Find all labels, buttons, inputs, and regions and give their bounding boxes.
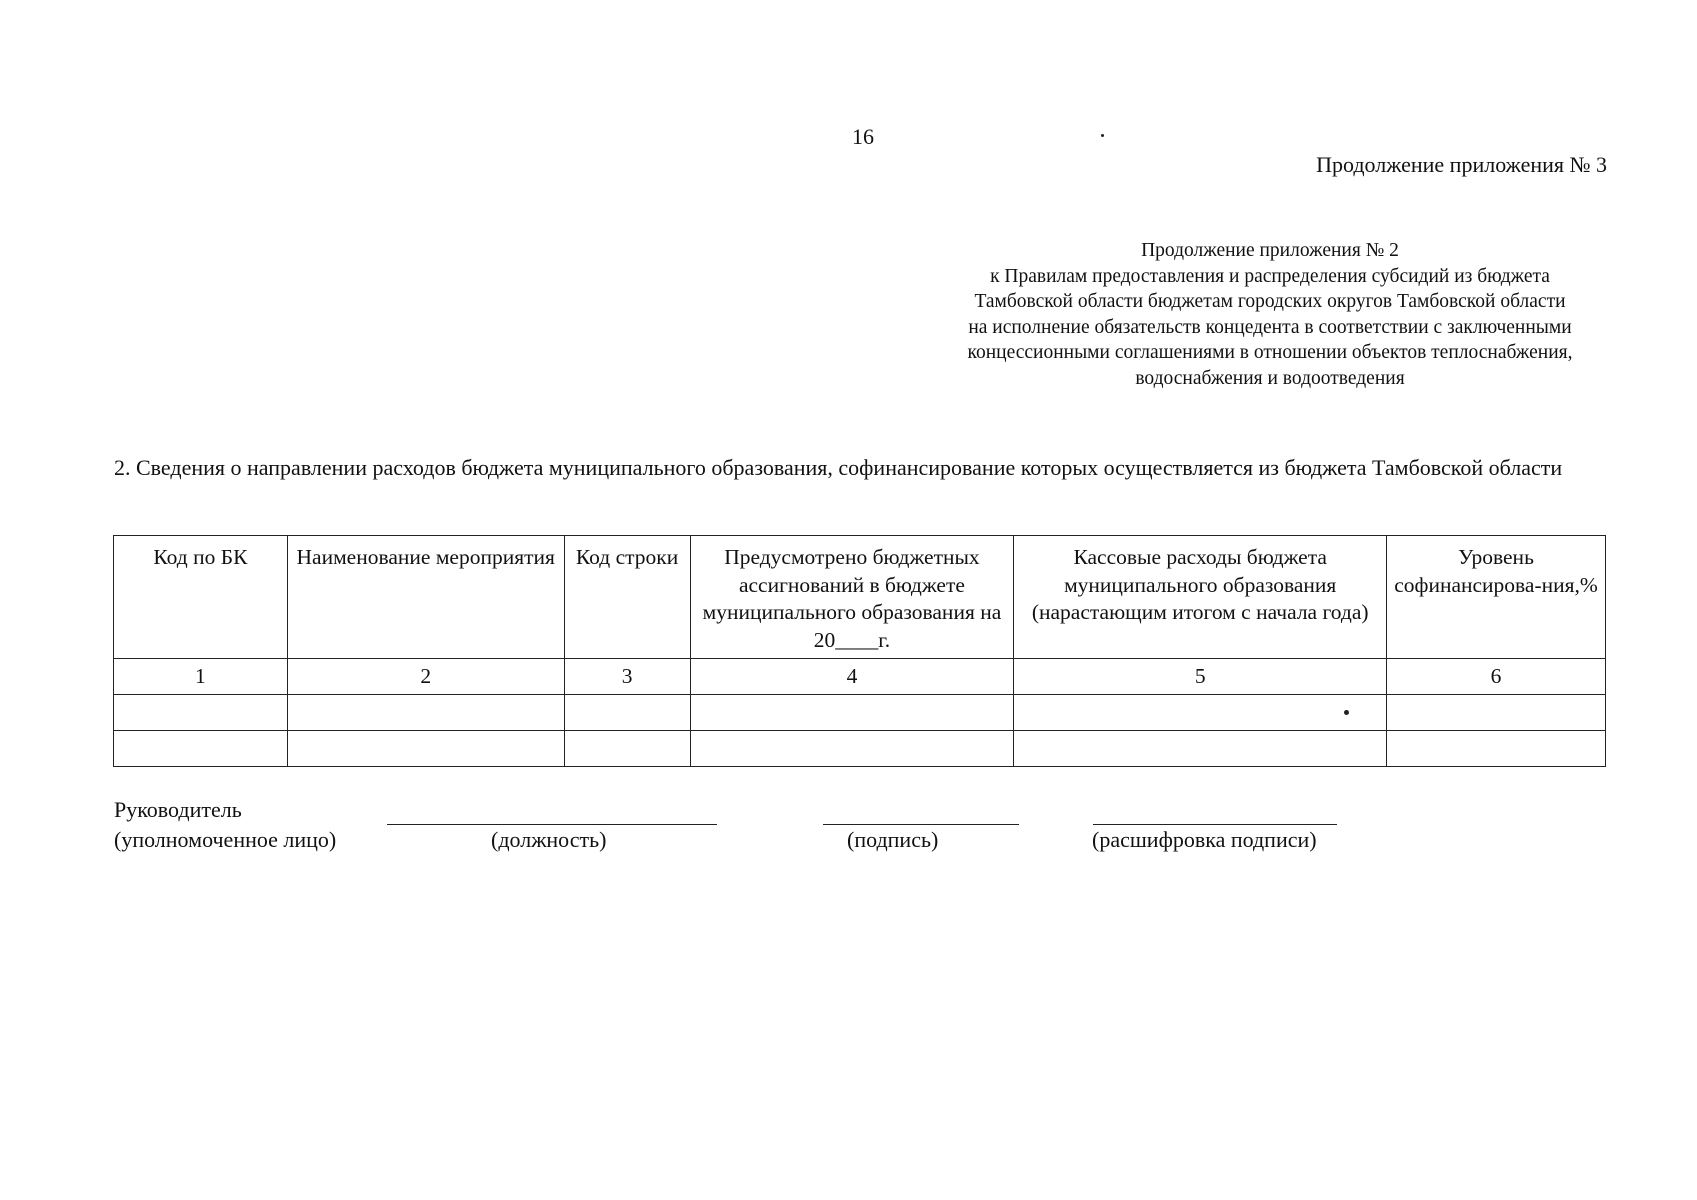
column-number: 5 xyxy=(1014,659,1387,695)
signature-line xyxy=(823,824,1019,825)
appendix-2-line: на исполнение обязательств концедента в соответствии с заключенными xyxy=(968,316,1572,338)
table-cell xyxy=(690,695,1014,731)
table-cell xyxy=(114,695,288,731)
table-row xyxy=(114,731,1606,767)
column-header-planned-allocations: Предусмотрено бюджетных ассигнований в бюджете муниципального образования на 20____г. xyxy=(690,536,1014,659)
column-number: 4 xyxy=(690,659,1014,695)
signature-caption: (подпись) xyxy=(847,827,939,852)
decryption-caption: (расшифровка подписи) xyxy=(1092,827,1317,852)
table-row xyxy=(114,695,1606,731)
column-header-event-name: Наименование мероприятия xyxy=(287,536,564,659)
column-number: 1 xyxy=(114,659,288,695)
table-cell xyxy=(287,731,564,767)
table-cell xyxy=(287,695,564,731)
appendix-2-line: концессионными соглашениями в отношении объектов теплоснабжения, xyxy=(967,342,1573,363)
decryption-line xyxy=(1093,824,1337,825)
page-number: 16 xyxy=(852,124,874,149)
table-cell xyxy=(114,731,288,767)
column-number: 2 xyxy=(287,659,564,695)
position-caption: (должность) xyxy=(491,827,607,852)
appendix-2-line: к Правилам предоставления и распределения субсидий из бюджета xyxy=(990,265,1550,287)
column-header-row-code: Код строки xyxy=(564,536,690,659)
table-cell xyxy=(1387,731,1606,767)
head-label: Руководитель xyxy=(114,797,242,822)
budget-expenses-table xyxy=(113,535,1606,767)
column-header-cash-expenses: Кассовые расходы бюджета муниципального образования (нарастающим итогом с начала года) xyxy=(1014,536,1387,659)
stray-mark xyxy=(1101,134,1104,137)
appendix-2-continuation-block xyxy=(890,238,1650,391)
column-number: 6 xyxy=(1387,659,1606,695)
table-cell xyxy=(564,731,690,767)
stray-mark xyxy=(1344,710,1349,715)
appendix-2-line: Продолжение приложения № 2 xyxy=(1141,240,1399,261)
table-cell xyxy=(1014,731,1387,767)
table-cell xyxy=(1387,695,1606,731)
section-title: 2. Сведения о направлении расходов бюджета муниципального образования, софинансирование которых осуществляется из бюджета Тамбовской области xyxy=(114,455,1563,480)
position-line xyxy=(387,824,717,825)
appendix-2-line: Тамбовской области бюджетам городских округов Тамбовской области xyxy=(974,291,1566,312)
authorized-person-label: (уполномоченное лицо) xyxy=(114,827,337,852)
column-number-row xyxy=(114,659,1606,695)
table-cell xyxy=(564,695,690,731)
signature-block xyxy=(0,797,1697,857)
appendix-2-line: водоснабжения и водоотведения xyxy=(1135,367,1405,389)
column-header-bk-code: Код по БК xyxy=(114,536,288,659)
table-cell xyxy=(1014,695,1387,731)
appendix-3-continuation: Продолжение приложения № 3 xyxy=(1316,152,1607,177)
column-header-cofinancing-level: Уровень софинансирова-ния,% xyxy=(1387,536,1606,659)
table-header-row xyxy=(114,536,1606,659)
table-cell xyxy=(690,731,1014,767)
column-number: 3 xyxy=(564,659,690,695)
